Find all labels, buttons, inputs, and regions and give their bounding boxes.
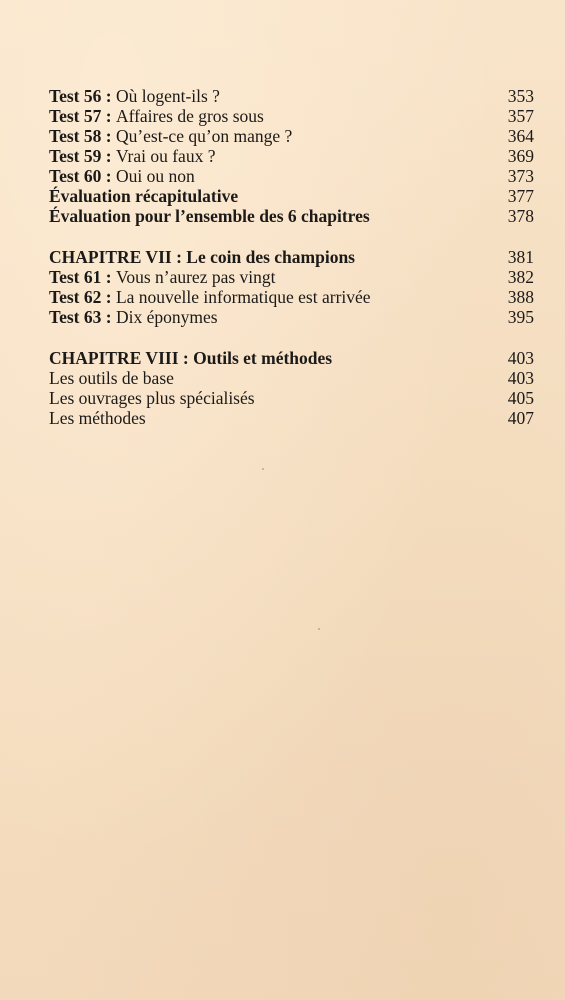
entry-page-number: 357 [507,106,534,126]
entry-page-number: 364 [507,126,534,146]
chapter-separator: : [171,247,187,267]
entry-label: Test 59 [49,146,102,166]
entry-label: Test 60 [49,166,102,186]
chapter-title: Le coin des champions [186,247,355,267]
paper-speck [262,468,264,470]
chapter-heading [49,247,500,267]
entry-title [49,307,500,327]
chapter-heading [49,348,500,368]
entry-page-number: 403 [507,368,534,388]
entry-label: Test 57 [49,106,102,126]
section-spacer [49,327,534,348]
entry-title: Les outils de base [49,368,174,388]
toc-chapter-viii [49,348,534,368]
toc-entry-test-57 [49,106,534,126]
entry-title: Évaluation récapitulative [49,186,239,206]
entry-label: Test 58 [49,126,102,146]
entry-page-number: 369 [507,146,534,166]
entry-separator: : [101,166,116,186]
entry-separator: : [101,106,116,126]
entry-page-number: 405 [507,388,534,408]
section-spacer [49,226,534,247]
entry-title [49,86,500,106]
entry-title [49,146,500,166]
toc-entry-test-56 [49,86,534,106]
entry-separator: : [101,287,116,307]
toc-chapter-vii [49,247,534,267]
entry-text: Qu’est-ce qu’on mange ? [115,126,293,146]
entry-text: Vous n’aurez pas vingt [115,267,276,287]
entry-page-number: 378 [507,206,534,226]
toc-entry-test-59 [49,146,534,166]
toc-entry-test-63 [49,307,534,327]
entry-page-number: 395 [507,307,534,327]
chapter-separator: : [178,348,194,368]
entry-title [49,126,500,146]
entry-text: Affaires de gros sous [115,106,264,126]
entry-title [49,166,500,186]
toc-entry-ouvrages-specialises [49,388,534,408]
entry-text: Dix éponymes [115,307,218,327]
entry-page-number: 403 [507,348,534,368]
entry-separator: : [101,307,116,327]
entry-title: Évaluation pour l’ensemble des 6 chapitres [49,206,370,226]
entry-title: Les ouvrages plus spécialisés [49,388,255,408]
entry-separator: : [101,267,116,287]
toc-entry-test-62 [49,287,534,307]
toc-entry-test-60 [49,166,534,186]
entry-label: Test 56 [49,86,102,106]
toc-entry-evaluation-ensemble [49,206,534,226]
entry-label: Test 61 [49,267,102,287]
toc-entry-test-61 [49,267,534,287]
entry-page-number: 381 [507,247,534,267]
chapter-label: CHAPITRE VIII [49,348,179,368]
paper-speck [318,628,320,630]
toc-entry-evaluation-recapitulative [49,186,534,206]
entry-text: Où logent-ils ? [115,86,220,106]
toc-entry-test-58 [49,126,534,146]
entry-separator: : [101,86,116,106]
entry-title: Les méthodes [49,408,146,428]
entry-page-number: 382 [507,267,534,287]
entry-label: Test 62 [49,287,102,307]
entry-title [49,287,500,307]
chapter-title: Outils et méthodes [193,348,333,368]
table-of-contents [49,86,534,428]
entry-page-number: 353 [507,86,534,106]
entry-page-number: 407 [507,408,534,428]
entry-title [49,267,500,287]
toc-entry-outils-de-base [49,368,534,388]
entry-text: Vrai ou faux ? [115,146,216,166]
entry-page-number: 377 [507,186,534,206]
entry-title [49,106,500,126]
entry-page-number: 388 [507,287,534,307]
entry-separator: : [101,126,116,146]
toc-entry-methodes [49,408,534,428]
entry-separator: : [101,146,116,166]
entry-label: Test 63 [49,307,102,327]
chapter-label: CHAPITRE VII [49,247,172,267]
entry-text: La nouvelle informatique est arrivée [115,287,371,307]
entry-text: Oui ou non [115,166,195,186]
entry-page-number: 373 [507,166,534,186]
